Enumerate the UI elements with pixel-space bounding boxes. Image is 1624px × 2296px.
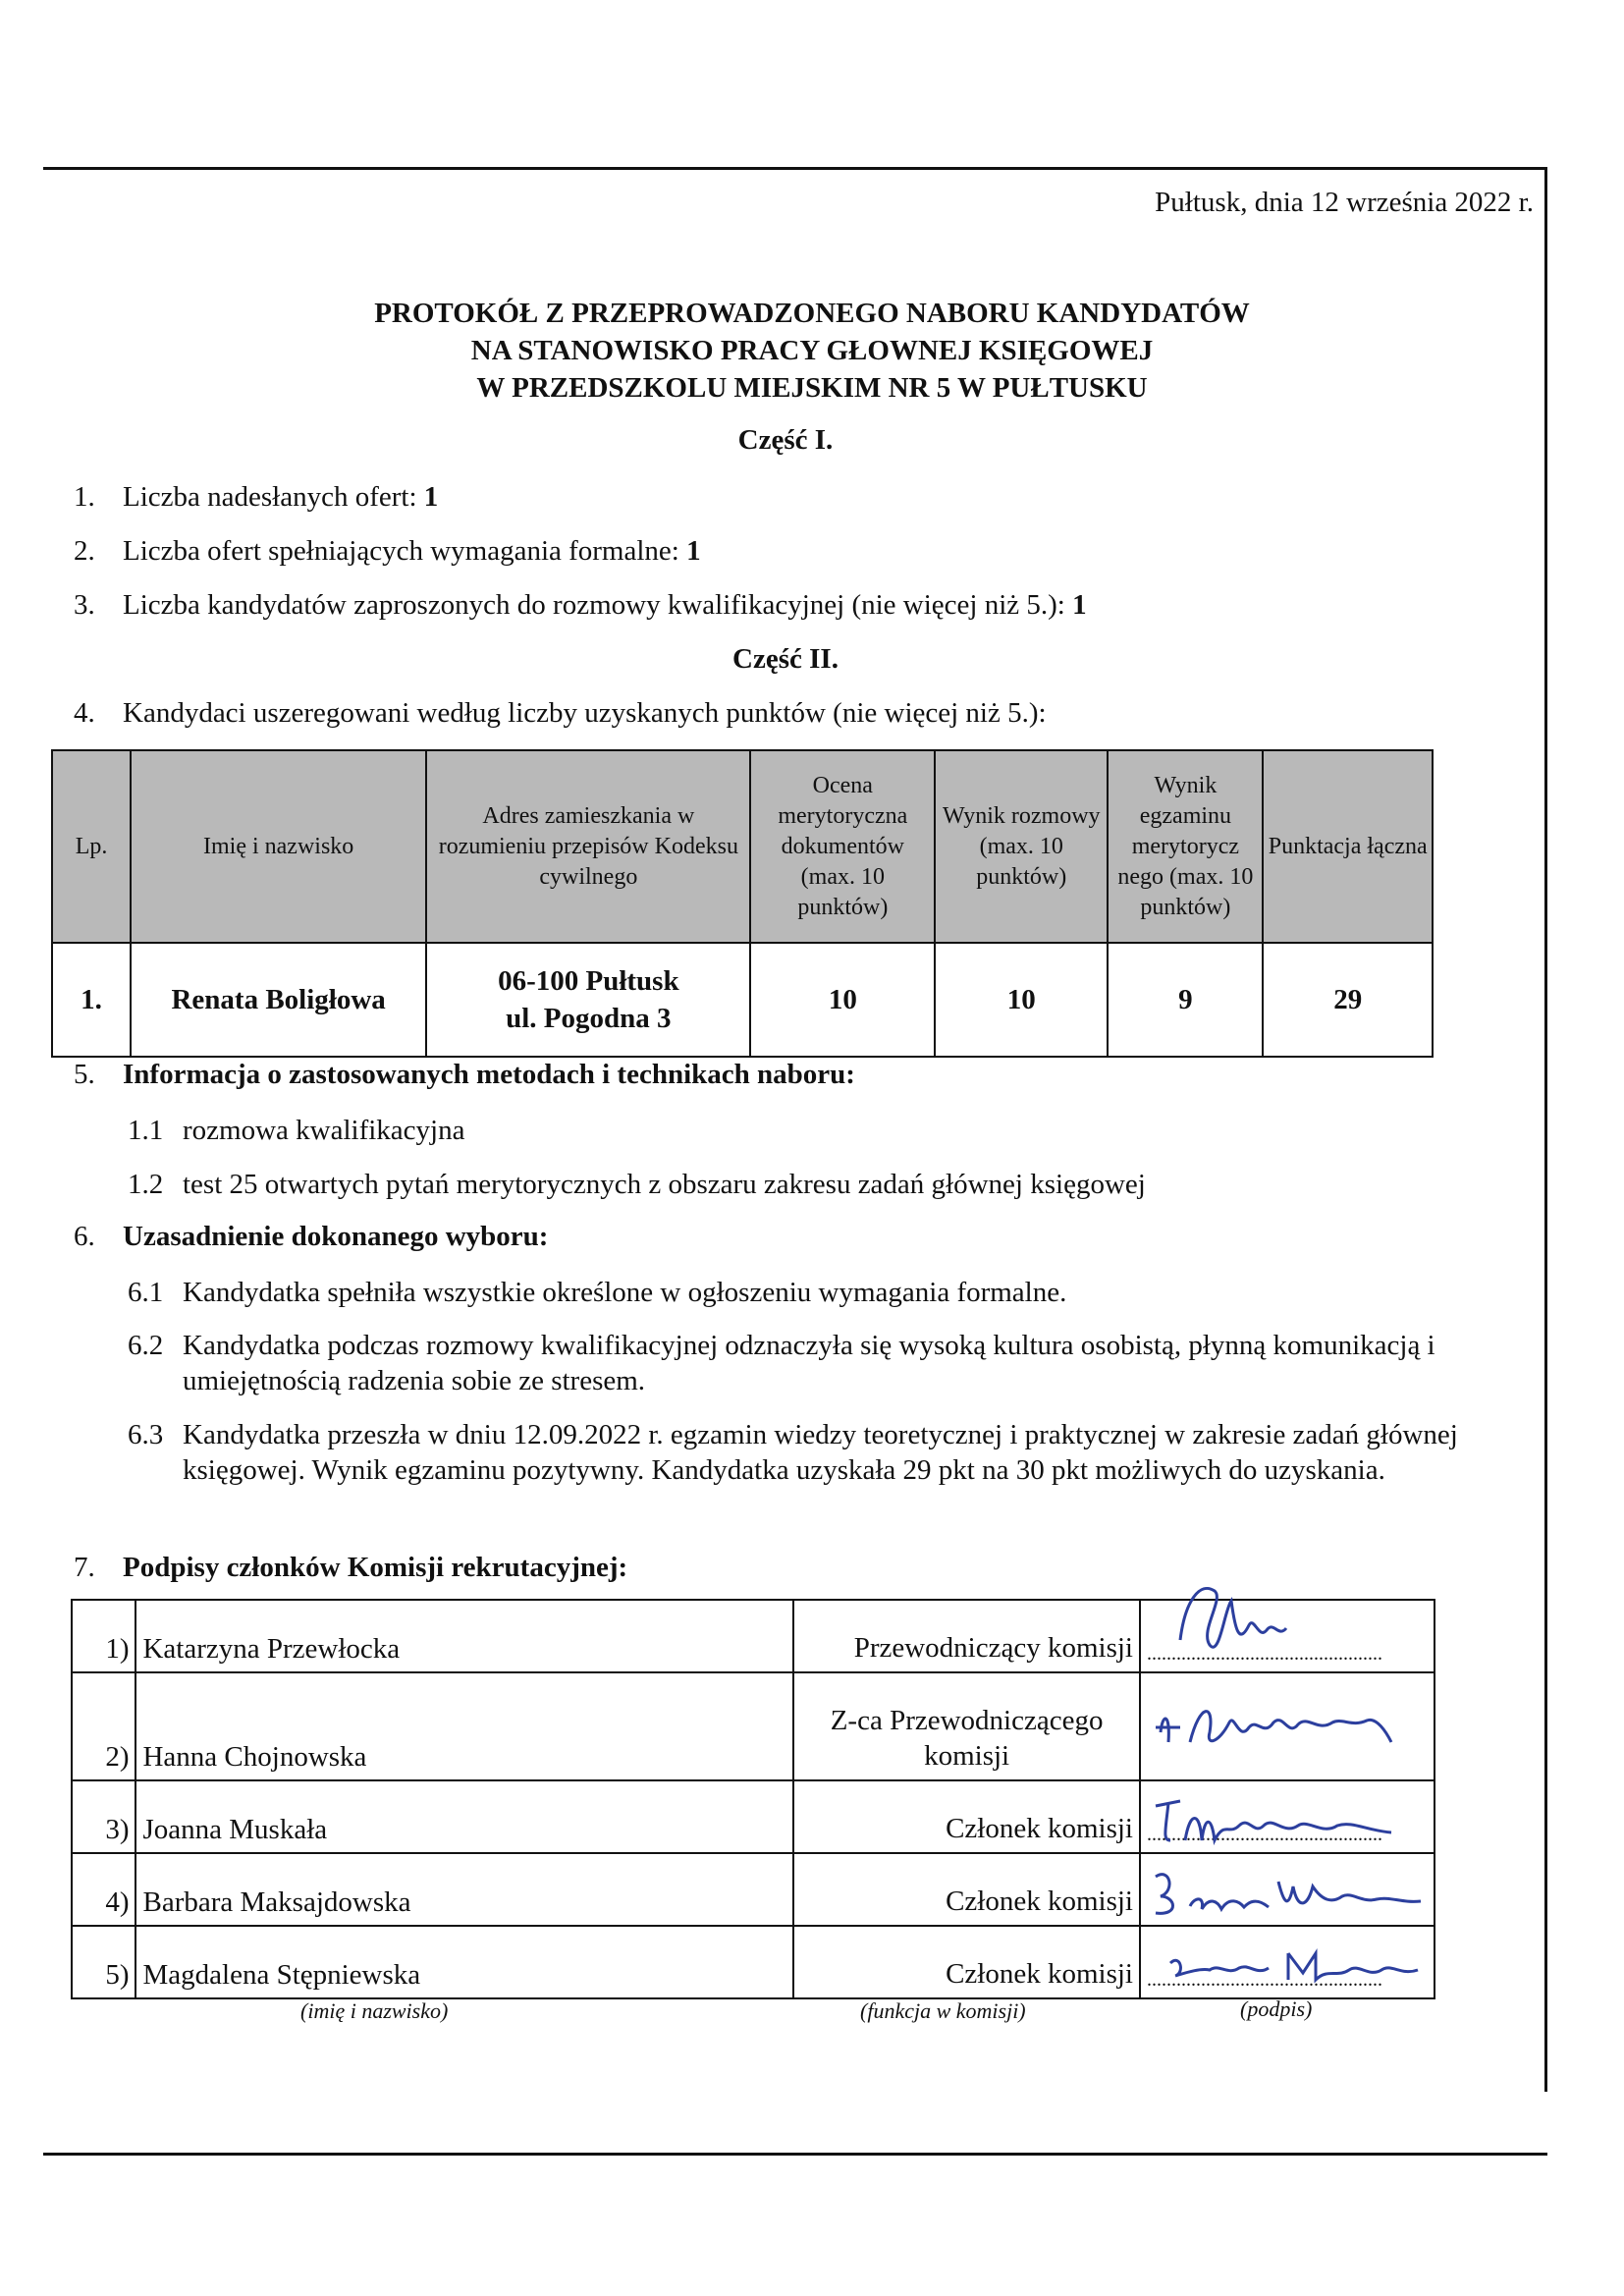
header-address: Adres zamieszkania w rozumieniu przepisów Kodeksu cywilnego [426, 750, 750, 943]
member-number: 1) [72, 1600, 135, 1672]
item-3-text: Liczba kandydatów zaproszonych do rozmowy kwalifikacyjnej (nie więcej niż 5.): [123, 589, 1073, 621]
table-row [72, 1853, 1435, 1926]
member-role: Z-ca Przewodniczącego komisji [793, 1672, 1140, 1780]
header-name: Imię i nazwisko [131, 750, 426, 943]
caption-name: (imię i nazwisko) [300, 1998, 449, 2023]
list-item [128, 1275, 1483, 1310]
header-lp: Lp. [52, 750, 131, 943]
item-2 [74, 535, 701, 568]
bottom-rule [43, 2153, 1547, 2156]
signature-dots: ................................................ [1146, 1824, 1382, 1845]
list-item [128, 1113, 464, 1148]
item-3-number: 3. [74, 589, 95, 621]
list-item-number: 6.3 [128, 1419, 164, 1450]
table-row [72, 1926, 1435, 1998]
header-exam: Wynik egzaminu merytorycz nego (max. 10 punktów) [1108, 750, 1263, 943]
part-1-heading: Część I. [737, 424, 834, 456]
title-line-1: PROTOKÓŁ Z PRZEPROWADZONEGO NABORU KANDYDATÓW [374, 298, 1250, 329]
item-3 [74, 589, 1087, 622]
title-line-3: W PRZEDSZKOLU MIEJSKIM NR 5 W PUŁTUSKU [476, 372, 1148, 404]
caption-role: (funkcja w komisji) [860, 1998, 1026, 2023]
member-name: Barbara Maksajdowska [135, 1853, 793, 1926]
section-6-heading [74, 1221, 548, 1253]
member-name: Katarzyna Przewłocka [135, 1600, 793, 1672]
list-item [128, 1167, 1146, 1202]
cell-lp: 1. [52, 943, 131, 1057]
signature [1141, 1842, 1426, 1931]
item-4 [74, 697, 1047, 730]
signature [1141, 1673, 1406, 1781]
title-line-2: NA STANOWISKO PRACY GŁOWNEJ KSIĘGOWEJ [470, 335, 1154, 366]
list-item-text: rozmowa kwalifikacyjna [183, 1115, 465, 1146]
member-role: Członek komisji [793, 1853, 1140, 1926]
signature-cell [1140, 1853, 1435, 1926]
section-7-title: Podpisy członków Komisji rekrutacyjnej: [123, 1552, 628, 1583]
list-item [128, 1417, 1483, 1488]
address-line-1: 06-100 Pułtusk [498, 965, 679, 997]
cell-total: 29 [1263, 943, 1433, 1057]
signature [1141, 1571, 1396, 1669]
section-6-number: 6. [74, 1221, 95, 1252]
list-item [128, 1328, 1483, 1398]
signature-dots: ................................................ [1146, 1969, 1382, 1991]
part-2-heading: Część II. [732, 643, 839, 675]
list-item-text: Kandydatka podczas rozmowy kwalifikacyjnej odznaczyła się wysoką kultura osobistą, płynną komunikacją i umiejętnością radzenia sobie ze stresem. [183, 1330, 1435, 1396]
signature-dots: ................................................ [1146, 1643, 1382, 1665]
list-item-text: Kandydatka spełniła wszystkie określone w ogłoszeniu wymagania formalne. [183, 1277, 1067, 1308]
list-item-text: test 25 otwartych pytań merytorycznych z obszaru zakresu zadań głównej księgowej [183, 1169, 1146, 1200]
header-doc-score: Ocena merytoryczna dokumentów (max. 10 punktów) [750, 750, 935, 943]
item-3-value: 1 [1072, 589, 1087, 621]
candidates-table [51, 749, 1434, 1058]
list-item-number: 1.2 [128, 1169, 164, 1200]
member-number: 2) [72, 1672, 135, 1780]
table-row [72, 1600, 1435, 1672]
item-1-text: Liczba nadesłanych ofert: [123, 481, 424, 513]
committee-table [71, 1599, 1435, 1999]
document-title [0, 295, 1624, 407]
list-item-text: Kandydatka przeszła w dniu 12.09.2022 r. egzamin wiedzy teoretycznej i praktycznej w zakresie zadań głównej księgowej. Wynik egzaminu pozytywny. Kandydatka uzyskała 29 pkt na 30 pkt możliwych do uzyskania. [183, 1419, 1458, 1486]
member-role: Przewodniczący komisji [793, 1600, 1140, 1672]
member-name: Hanna Chojnowska [135, 1672, 793, 1780]
address-line-2: ul. Pogodna 3 [506, 1003, 672, 1034]
section-7-heading [74, 1552, 627, 1584]
section-7-number: 7. [74, 1552, 95, 1583]
signature [1141, 1919, 1426, 1997]
signature-cell [1140, 1672, 1435, 1780]
item-1-number: 1. [74, 481, 95, 513]
cell-doc-score: 10 [750, 943, 935, 1057]
list-item-number: 6.2 [128, 1330, 164, 1361]
header-total: Punktacja łączna [1263, 750, 1433, 943]
section-5-title: Informacja o zastosowanych metodach i technikach naboru: [123, 1059, 855, 1090]
item-2-text: Liczba ofert spełniających wymagania formalne: [123, 535, 687, 567]
table-row [52, 943, 1433, 1057]
signature-cell [1140, 1926, 1435, 1998]
item-4-number: 4. [74, 697, 95, 729]
item-4-text: Kandydaci uszeregowani według liczby uzyskanych punktów (nie więcej niż 5.): [123, 697, 1047, 729]
member-number: 4) [72, 1853, 135, 1926]
table-row [72, 1672, 1435, 1780]
cell-interview: 10 [935, 943, 1108, 1057]
member-name: Magdalena Stępniewska [135, 1926, 793, 1998]
item-1 [74, 481, 438, 514]
item-1-value: 1 [423, 481, 439, 513]
cell-exam: 9 [1108, 943, 1263, 1057]
top-rule [43, 167, 1547, 170]
signature-cell [1140, 1600, 1435, 1672]
table-header-row [52, 750, 1433, 943]
list-item-number: 1.1 [128, 1115, 164, 1146]
section-6-title: Uzasadnienie dokonanego wyboru: [123, 1221, 549, 1252]
member-role: Członek komisji [793, 1926, 1140, 1998]
cell-name: Renata Boligłowa [131, 943, 426, 1057]
cell-address [426, 943, 750, 1057]
caption-signature: (podpis) [1240, 1996, 1313, 2021]
section-5-number: 5. [74, 1059, 95, 1090]
header-interview: Wynik rozmowy (max. 10 punktów) [935, 750, 1108, 943]
section-5-heading [74, 1059, 855, 1091]
item-2-number: 2. [74, 535, 95, 567]
member-name: Joanna Muskała [135, 1780, 793, 1853]
list-item-number: 6.1 [128, 1277, 164, 1308]
member-number: 3) [72, 1780, 135, 1853]
member-number: 5) [72, 1926, 135, 1998]
place-date: Pułtusk, dnia 12 września 2022 r. [1155, 187, 1534, 218]
item-2-value: 1 [686, 535, 701, 567]
member-role: Członek komisji [793, 1780, 1140, 1853]
